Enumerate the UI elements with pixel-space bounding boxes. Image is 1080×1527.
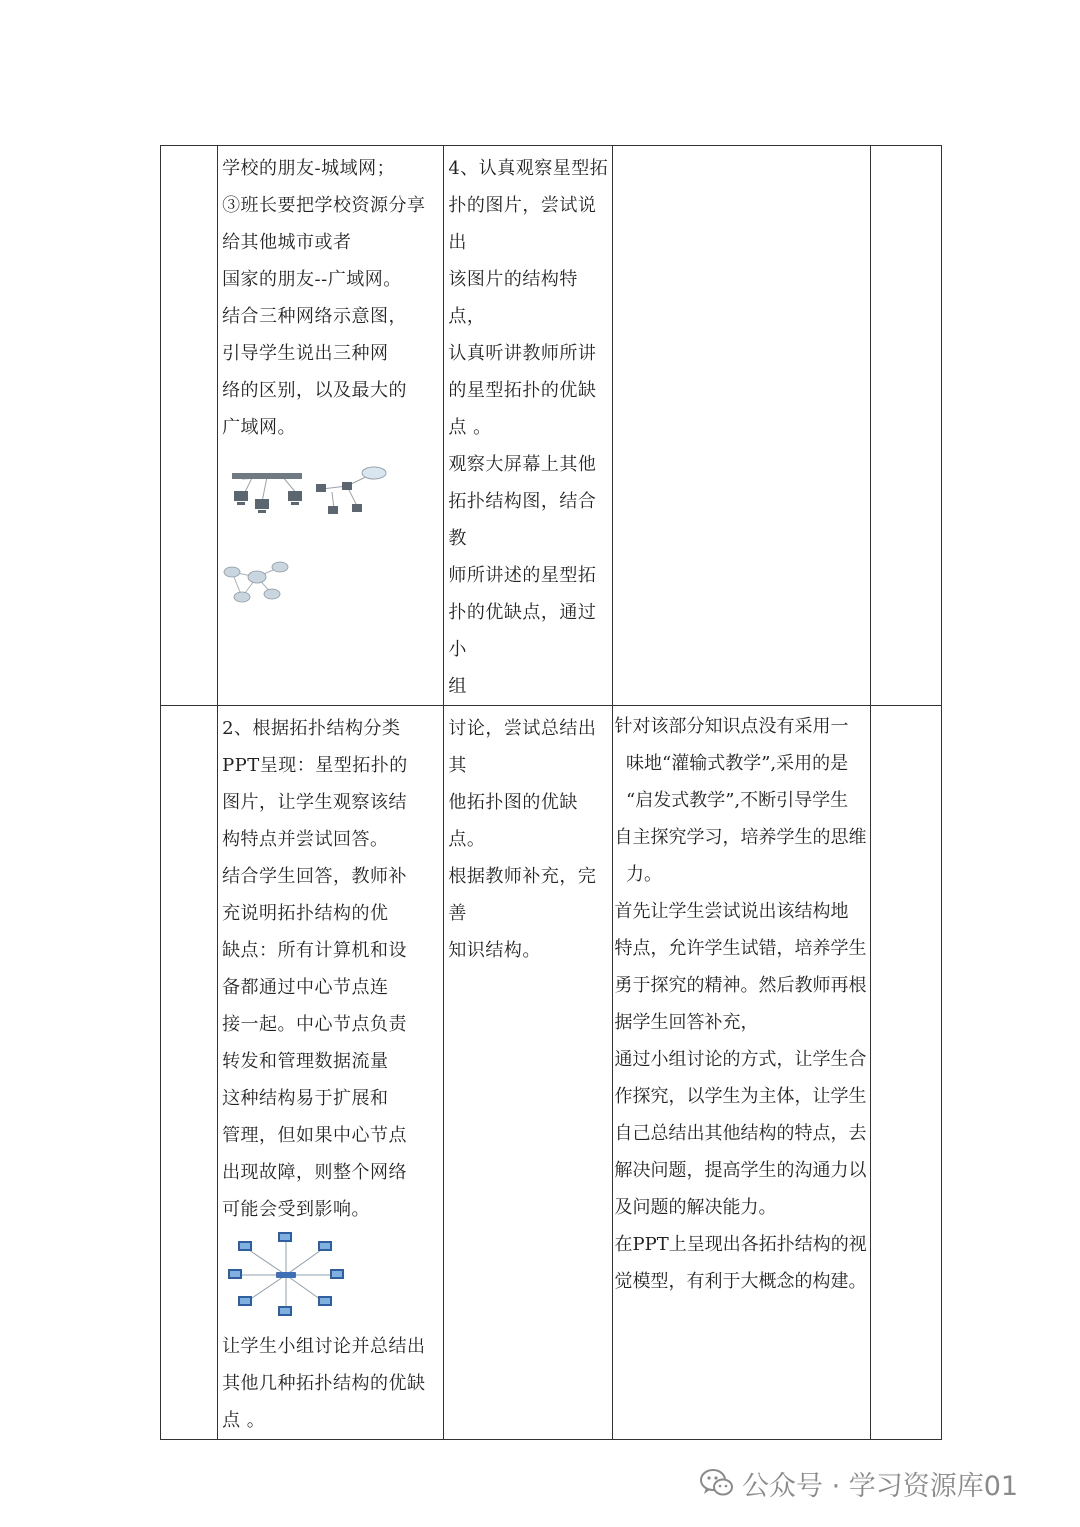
intent-line: 针对该部分知识点没有采用一 (614, 716, 849, 737)
teacher-line: 可能会受到影响。 (222, 1199, 371, 1220)
teacher-line: 充说明拓扑结构的优 (222, 903, 389, 924)
student-line: 组 (448, 676, 467, 697)
student-line: 4、认真观察星型拓 (448, 158, 609, 179)
student-line: 根据教师补充，完善 (448, 866, 597, 924)
student-line: 认真听讲教师所讲 (448, 343, 597, 364)
student-line: 拓扑结构图，结合教 (448, 491, 597, 549)
design-intent-cell (612, 146, 870, 706)
teacher-line: PPT呈现：星型拓扑的 (222, 755, 408, 776)
network-types-diagram (222, 464, 392, 534)
intent-line: 勇于探究的精神。然后教师再根 (614, 975, 867, 996)
teacher-line: 接一起。中心节点负责 (222, 1014, 408, 1035)
intent-line: “启发式教学”,不断引导学生 (614, 790, 849, 811)
wan-diagram (222, 552, 292, 612)
teacher-line: 给其他城市或者 (222, 232, 352, 253)
teacher-line: 结合三种网络示意图， (222, 306, 408, 327)
watermark-text: 公众号 · 学习资源库01 (742, 1470, 1019, 1502)
design-intent-cell (612, 706, 870, 1440)
stage-cell (161, 146, 218, 706)
teacher-line: 结合学生回答，教师补 (222, 866, 408, 887)
teacher-line: 转发和管理数据流量 (222, 1051, 389, 1072)
teacher-line: 引导学生说出三种网 (222, 343, 389, 364)
intent-line: 据学生回答补充， (614, 1012, 759, 1033)
teacher-line: 络的区别，以及最大的 (222, 380, 408, 401)
teacher-line: 其他几种拓扑结构的优缺 (222, 1373, 426, 1394)
teacher-line: 图片，让学生观察该结 (222, 792, 408, 813)
teacher-line: 出现故障，则整个网络 (222, 1162, 408, 1183)
intent-line: 自己总结出其他结构的特点，去 (614, 1123, 867, 1144)
wechat-icon (700, 1468, 734, 1498)
student-line: 的星型拓扑的优缺 (448, 380, 597, 401)
student-line: 观察大屏幕上其他 (448, 454, 597, 475)
notes-cell (870, 146, 941, 706)
intent-line: 在PPT上呈现出各拓扑结构的视 (614, 1234, 867, 1255)
student-activity-cell (444, 706, 612, 1440)
teacher-line: 管理，但如果中心节点 (222, 1125, 408, 1146)
intent-line: 作探究，以学生为主体，让学生 (614, 1086, 867, 1107)
teacher-line: 构特点并尝试回答。 (222, 829, 389, 850)
teacher-line: 让学生小组讨论并总结出 (222, 1336, 426, 1357)
student-activity-cell (444, 146, 612, 706)
teacher-line: 缺点：所有计算机和设 (222, 940, 408, 961)
table-row (161, 706, 942, 1440)
student-line: 师所讲述的星型拓 (448, 565, 597, 586)
student-line: 讨论，尝试总结出其 (448, 718, 597, 776)
intent-line: 特点，允许学生试错，培养学生 (614, 938, 867, 959)
student-line: 他拓扑图的优缺点。 (448, 792, 578, 850)
student-line: 点 。 (448, 417, 492, 438)
intent-line: 力。 (614, 864, 662, 885)
intent-line: 味地“灌输式教学”,采用的是 (614, 753, 849, 774)
intent-line: 自主探究学习，培养学生的思维 (614, 827, 867, 848)
table-row (161, 146, 942, 706)
teacher-line: 国家的朋友--广域网。 (222, 269, 402, 290)
student-line: 该图片的结构特点， (448, 269, 578, 327)
student-line: 扑的图片，尝试说出 (448, 195, 597, 253)
intent-line: 及问题的解决能力。 (614, 1197, 777, 1218)
teacher-line: 这种结构易于扩展和 (222, 1088, 389, 1109)
watermark (700, 1462, 1018, 1504)
stage-cell (161, 706, 218, 1440)
student-line: 扑的优缺点，通过小 (448, 602, 597, 660)
intent-line: 觉模型，有利于大概念的构建。 (614, 1271, 867, 1292)
notes-cell (870, 706, 941, 1440)
teacher-line: 2、根据拓扑结构分类 (222, 718, 401, 739)
lesson-plan-table (160, 145, 942, 1440)
student-line: 知识结构。 (448, 940, 541, 961)
teacher-line: 点 。 (222, 1410, 266, 1431)
teacher-activity-cell (218, 706, 444, 1440)
intent-line: 首先让学生尝试说出该结构地 (614, 901, 849, 922)
star-topology-diagram (224, 1230, 354, 1320)
intent-line: 通过小组讨论的方式，让学生合 (614, 1049, 867, 1070)
teacher-line: 学校的朋友-城域网； (222, 158, 396, 179)
teacher-line: 广域网。 (222, 417, 297, 438)
teacher-line: 备都通过中心节点连 (222, 977, 389, 998)
intent-line: 解决问题，提高学生的沟通力以 (614, 1160, 867, 1181)
teacher-line: ③班长要把学校资源分享 (222, 195, 426, 216)
teacher-activity-cell (218, 146, 444, 706)
